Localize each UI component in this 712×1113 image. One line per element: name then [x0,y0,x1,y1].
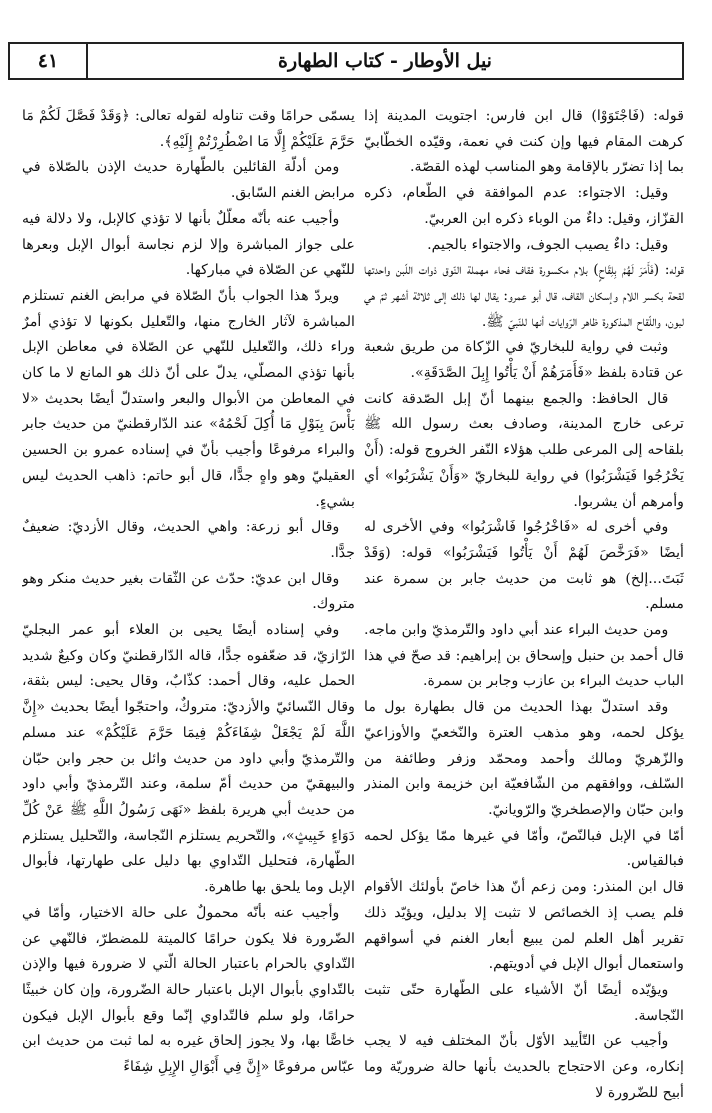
paragraph: قال الحافظ: والجمع بينهما أنّ إبل الصّدقة كانت ترعى خارج المدينة، وصادف بعث رسول الله ﷺ بلقاحه إلى المرعى طلب هؤلاء النّفر الخروج قوله: (أَنْ يَخْرُجُوا فَيَشْرَبُوا) في رواية للبخاريّ «وَأَنْ يَشْرَبُوا» أي وأمرهم أن يشربوا. [364,390,684,510]
paragraph: وقيل: داءٌ يصيب الجوف، والاجتواء بالجيم. [427,236,669,253]
paragraph: وفي أخرى له «فَاخْرُجُوا فَاشْرَبُوا» وفي الأخرى له أيضًا «فَرَخَّصَ لَهُمْ أَنْ يَأْتُوا فَيَشْرَبُوا» قوله: (وَقَدْ ثَبَتَ...إلخ) هو ثابت من حديث جابر بن سمرة عند مسلم. [364,519,684,613]
paragraph: وقال ابن عديّ: حدّث عن الثّقات بغير حديث منكر وهو متروك. [22,570,355,613]
paragraph: أمّا في الإبل فبالنّصّ، وأمّا في غيرها ممّا يؤكل لحمه فبالقياس. [364,827,684,870]
running-title: نيل الأوطار - كتاب الطهارة [278,50,492,72]
paragraph: قوله: (فَاجْتَوَوْا) قال ابن فارس: اجتويت المدينة إذا كرهت المقام فيها وإن كنت في نعمة، وقيّده الخطّابيّ بما إذا تضرّر بالإقامة وهو المناسب لهذه القصّة. [364,108,684,176]
paragraph: وقال أبو زرعة: واهي الحديث، وقال الأزديّ: ضعيفٌ جدًّا. [22,519,355,561]
paragraph: ويردّ هذا الجواب بأنّ الصّلاة في مرابض الغنم تستلزم المباشرة لآثار الخارج منها، والتّعليل بكونها لا تؤذي أمرٌ وراء ذلك، والتّعليل للنّهي عن الصّلاة في معاطن الإبل بأنها تؤذي المصلّي، يدلّ على أنّ ذلك هو المانع لا ما كان في المعاطن من الأبوال والبعر واستدلّ أيضًا بحديث «لا بَأْسَ بِبَوْلِ مَا أُكِلَ لَحْمُهُ» عند الدّارقطنيّ من حديث جابر والبراء مرفوعًا وأجيب بأنّ في إسناده عمرو بن الحسين العقيليّ وهو واهٍ جدًّا، قال أبو حاتم: ذاهب الحديث ليس بشيءٍ. [22,287,355,510]
paragraph: وأجيب عنه بأنّه محمولٌ على حالة الاختيار، وأمّا في الضّرورة فلا يكون حرامًا كالميتة للمضطرّ، فالنّهي عن التّداوي بالحرام باعتبار الحالة الّتي لا ضرورة فيها والإذن بالتّداوي بأبوال الإبل باعتبار حالة الضّرورة، وإن كان خبيثًا حرامًا، ولو سلم فالتّداوي إنّما وقع بأبوال الإبل فيكون خاصًّا بها، ولا يجوز إلحاق غيره به لما ثبت من حديث ابن عبّاس مرفوعًا «إِنَّ فِي أَبْوَالِ الإِبِلِ شِفَاءً [22,904,355,1076]
running-header [8,42,684,80]
paragraph: وقيل: الاجتواء: عدم الموافقة في الطّعام، ذكره القزّاز، وقيل: داءٌ من الوباء ذكره ابن العربيّ. [364,185,684,227]
paragraph: ويؤيّده أيضًا أنّ الأشياء على الطّهارة حتّى تثبت النّجاسة. [364,981,684,1024]
paragraph: يسمّى حرامًا وقت تناوله لقوله تعالى: ﴿وَقَدْ فَصَّلَ لَكُمْ مَا حَرَّمَ عَلَيْكُمْ إِلَّا مَا اضْطُرِرْتُمْ إِلَيْهِ﴾. [22,108,355,150]
paragraph: وأجيب عن التّأييد الأوّل بأنّ المختلف فيه لا يجب إنكاره، وعن الاحتجاج بالحديث بأنها حالة ضروريّة وما أبيح للضّرورة لا [364,1033,684,1101]
left-text-column [22,104,355,1106]
paragraph: وأجيب عنه بأنّه معلّلٌ بأنها لا تؤذي كالإبل، ولا دلالة فيه على جواز المباشرة وإلا لزم نجاسة أبوال الإبل وبعرها للنّهي عن الصّلاة في مباركها. [22,210,355,279]
paragraph: قال ابن المنذر: ومن زعم أنّ هذا خاصّ بأولئك الأقوام فلم يصب إذ الخصائص لا تثبت إلا بدليل، ويؤيّد ذلك تقرير أهل العلم لمن يبيع أبعار الغنم في أسواقهم واستعمال أبوال الإبل في أدويتهم. [364,879,684,973]
paragraph: وثبت في رواية للبخاريّ في الزّكاة من طريق شعبة عن قتادة بلفظ «فَأَمَرَهُمْ أَنْ يَأْتُوا إِبِلَ الصَّدَقَةِ». [364,339,684,382]
paragraph: قوله: (فَأَمَرَ لَهُمْ بِلِقَاحٍ) بلام مكسورة فقاف فحاء مهملة النّوق ذوات اللّبن واحدتها لقحة بكسر اللام وإسكان القاف، قال أبو عمرو: يقال لها ذلك إلى ثلاثة أشهر ثمّ هي لبون، واللّقاح المذكورة ظاهر الرّوايات أنها للنّبيّ ﷺ. [364,262,684,330]
page-number: ٤١ [10,44,88,78]
paragraph: ومن حديث البراء عند أبي داود والتّرمذيّ وابن ماجه. قال أحمد بن حنبل وإسحاق بن إبراهيم: قد صحّ في هذا الباب حديث البراء بن عازب وجابر بن سمرة. [364,622,684,690]
paragraph: ومن أدلّة القائلين بالطّهارة حديث الإذن بالصّلاة في مرابض الغنم السّابق. [22,159,355,202]
paragraph: وقد استدلّ بهذا الحديث من قال بطهارة بول ما يؤكل لحمه، وهو مذهب العترة والنّخعيّ والأوزاعيّ والزّهريّ ومالك وأحمد ومحمّد وزفر وطائفة من السّلف، ووافقهم من الشّافعيّة ابن خزيمة وابن المنذر وابن حبّان والإصطخريّ والرّويانيّ. [364,699,684,818]
paragraph: وفي إسناده أيضًا يحيى بن العلاء أبو عمر البجليّ الرّازيّ، قد ضعّفوه جدًّا، قاله الدّارقطنيّ وكان وكيعٌ شديد الحمل عليه، وقال أحمد: كذّابٌ، وقال يحيى: ليس بثقة، وقال النّسائيّ والأزديّ: متروكٌ، واحتجّوا أيضًا بحديث «إِنَّ اللَّهَ لَمْ يَجْعَلْ شِفَاءَكُمْ فِيمَا حَرَّمَ عَلَيْكُمْ» عند مسلم والتّرمذيّ وأبي داود من حديث وائل بن حجر وابن حبّان والبيهقيّ من حديث أمّ سلمة، وعند التّرمذيّ وأبي داود من حديث أبي هريرة بلفظ «نَهَى رَسُولُ اللَّهِ ﷺ عَنْ كُلِّ دَوَاءٍ خَبِيثٍ»، والتّحريم يستلزم النّجاسة، والتّحليل يستلزم الطّهارة، فتحليل التّداوي بها دليل على طهارتها، فأبوال الإبل وما يلحق بها طاهرة. [22,622,355,896]
right-text-column [364,104,684,1106]
